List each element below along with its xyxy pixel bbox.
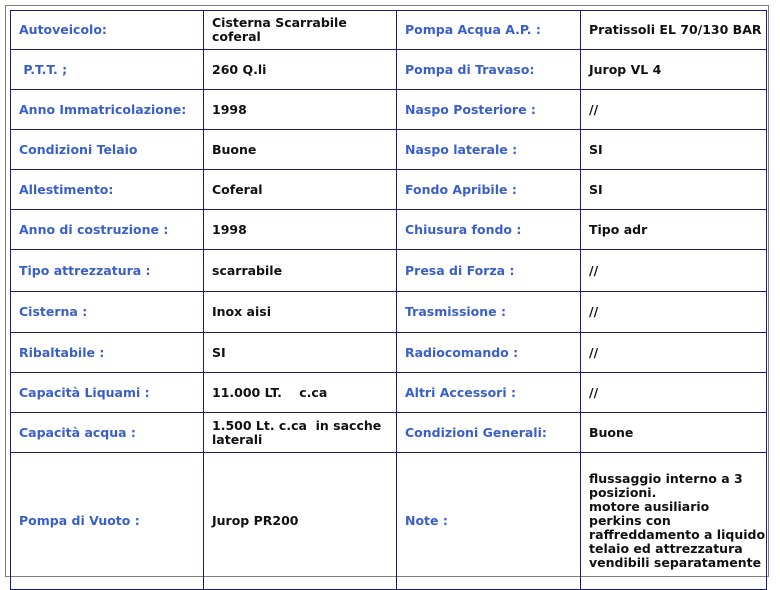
row-value: Tipo adr [581,210,767,250]
row-label: Capacità acqua : [11,413,204,453]
row-label: Presa di Forza : [397,250,581,292]
row-label: Pompa di Vuoto : [11,453,204,590]
row-label: Cisterna : [11,292,204,333]
table-row [11,292,767,333]
spec-table-frame [5,5,769,577]
note-line: motore ausiliario perkins con raffreddamento a liquido [589,499,766,542]
row-value: 1998 [204,90,397,130]
row-label: Fondo Apribile : [397,170,581,210]
row-label: Anno di costruzione : [11,210,204,250]
row-label: Altri Accessori : [397,373,581,413]
row-label: Pompa di Travaso: [397,50,581,90]
table-row [11,50,767,90]
row-label: Trasmissione : [397,292,581,333]
row-value: 1998 [204,210,397,250]
row-label: Capacità Liquami : [11,373,204,413]
table-row [11,413,767,453]
row-value: // [581,292,767,333]
row-value: // [581,373,767,413]
row-label: Autoveicolo: [11,11,204,50]
vehicle-spec-table [10,10,767,590]
table-row [11,130,767,170]
row-value: 1.500 Lt. c.ca in sacche laterali [204,413,397,453]
row-value: 11.000 LT. c.ca [204,373,397,413]
row-value: Cisterna Scarrabile coferal [204,11,397,50]
table-row [11,250,767,292]
notes-value [581,453,767,590]
row-value: Jurop VL 4 [581,50,767,90]
row-value: Jurop PR200 [204,453,397,590]
row-label: Anno Immatricolazione: [11,90,204,130]
row-value: Coferal [204,170,397,210]
table-row [11,210,767,250]
row-value: Buone [204,130,397,170]
row-label: Note : [397,453,581,590]
row-label: Ribaltabile : [11,333,204,373]
note-line: flussaggio interno a 3 posizioni. [589,471,743,500]
table-row [11,90,767,130]
row-label: Chiusura fondo : [397,210,581,250]
note-line: telaio ed attrezzatura vendibili separatamente [589,541,762,570]
row-label: Pompa Acqua A.P. : [397,11,581,50]
table-row [11,11,767,50]
row-value: // [581,333,767,373]
table-row [11,373,767,413]
row-label: Naspo laterale : [397,130,581,170]
row-label: Condizioni Telaio [11,130,204,170]
row-value: Inox aisi [204,292,397,333]
table-row [11,170,767,210]
row-label: Naspo Posteriore : [397,90,581,130]
row-value: Pratissoli EL 70/130 BAR [581,11,767,50]
row-value: SI [581,130,767,170]
spec-table-body [11,11,767,590]
row-label: P.T.T. ; [11,50,204,90]
row-label: Allestimento: [11,170,204,210]
table-row [11,333,767,373]
row-value: // [581,90,767,130]
row-value: SI [204,333,397,373]
row-value: scarrabile [204,250,397,292]
row-value: 260 Q.li [204,50,397,90]
row-label: Radiocomando : [397,333,581,373]
table-row [11,453,767,590]
row-label: Condizioni Generali: [397,413,581,453]
row-value: Buone [581,413,767,453]
row-value: // [581,250,767,292]
row-value: SI [581,170,767,210]
row-label: Tipo attrezzatura : [11,250,204,292]
